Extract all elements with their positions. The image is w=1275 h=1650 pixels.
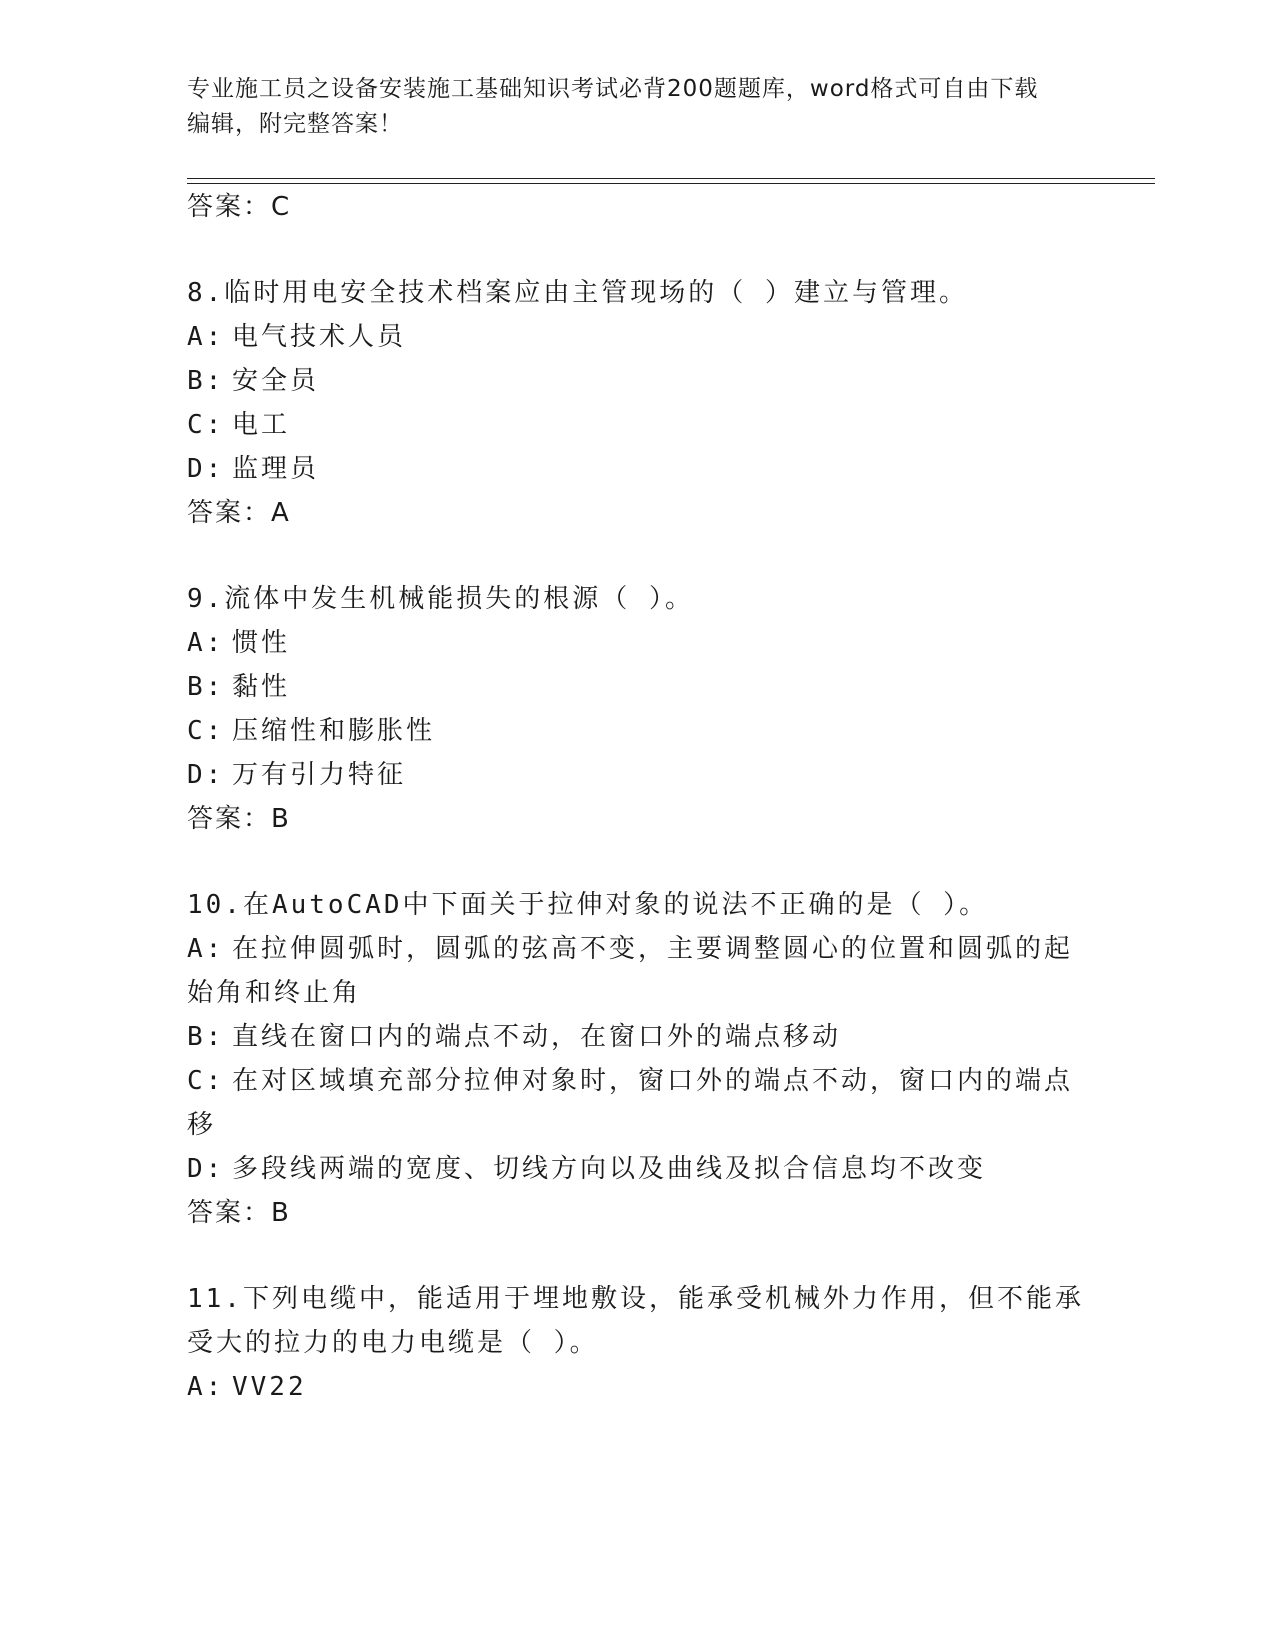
q8-option-a: [187, 315, 1087, 360]
q8-option-d: [187, 447, 1087, 492]
question-11: 11.下列电缆中，能适用于埋地敷设，能承受机械外力作用，但不能承: [187, 1284, 1084, 1314]
option-letter: D:: [187, 1154, 225, 1184]
option-letter: A:: [187, 934, 225, 964]
option-letter: A:: [187, 628, 225, 658]
q11-option-a: [187, 1365, 1087, 1410]
q10-option-c-continued: 移: [187, 1110, 217, 1140]
document-header: [187, 72, 1067, 142]
option-letter: C:: [187, 1066, 225, 1096]
option-letter: B:: [187, 1022, 225, 1052]
option-letter: D:: [187, 760, 225, 790]
option-text: 在拉伸圆弧时，圆弧的弦高不变，主要调整圆心的位置和圆弧的起: [232, 934, 1074, 964]
q10-option-b: [187, 1015, 1087, 1060]
option-text: 监理员: [232, 454, 320, 484]
option-text: 黏性: [232, 672, 291, 702]
q9-option-b: [187, 665, 1087, 710]
option-text: 直线在窗口内的端点不动，在窗口外的端点移动: [232, 1022, 842, 1052]
option-text: 万有引力特征: [232, 760, 407, 790]
header-divider-bottom: [187, 183, 1155, 184]
option-text: 多段线两端的宽度、切线方向以及曲线及拟合信息均不改变: [232, 1154, 987, 1184]
question-10: 10.在AutoCAD中下面关于拉伸对象的说法不正确的是（ ）。: [187, 890, 989, 920]
option-text: 压缩性和膨胀性: [232, 716, 436, 746]
header-line-1: 专业施工员之设备安装施工基础知识考试必背200题题库，word格式可自由下载: [187, 76, 1039, 102]
q9-option-a: [187, 621, 1087, 666]
option-letter: B:: [187, 672, 225, 702]
q10-option-c: [187, 1059, 1087, 1104]
header-divider-top: [187, 178, 1155, 179]
answer-q10: 答案：B: [187, 1198, 291, 1228]
q9-option-c: [187, 709, 1087, 754]
q8-option-b: [187, 359, 1087, 404]
option-text: 惯性: [232, 628, 291, 658]
option-letter: D:: [187, 454, 225, 484]
q8-option-c: [187, 403, 1087, 448]
answer-q8: 答案：A: [187, 498, 291, 528]
q9-option-d: [187, 753, 1087, 798]
option-text: 电气技术人员: [232, 322, 407, 352]
header-line-2: 编辑，附完整答案！: [187, 111, 403, 137]
option-letter: A:: [187, 1372, 225, 1402]
option-text: 安全员: [232, 366, 320, 396]
option-text: 电工: [232, 410, 291, 440]
answer-q9: 答案：B: [187, 804, 291, 834]
question-8: 8.临时用电安全技术档案应由主管现场的（ ）建立与管理。: [187, 278, 968, 308]
option-letter: C:: [187, 716, 225, 746]
option-letter: C:: [187, 410, 225, 440]
option-text: VV22: [232, 1372, 307, 1402]
question-9: 9.流体中发生机械能损失的根源（ ）。: [187, 584, 694, 614]
option-letter: B:: [187, 366, 225, 396]
question-11-continued: 受大的拉力的电力电缆是（ ）。: [187, 1328, 599, 1358]
q10-option-a-continued: 始角和终止角: [187, 978, 362, 1008]
answer-q7: 答案：C: [187, 192, 292, 222]
option-text: 在对区域填充部分拉伸对象时，窗口外的端点不动，窗口内的端点: [232, 1066, 1074, 1096]
q10-option-d: [187, 1147, 1087, 1192]
q10-option-a: [187, 927, 1087, 972]
option-letter: A:: [187, 322, 225, 352]
